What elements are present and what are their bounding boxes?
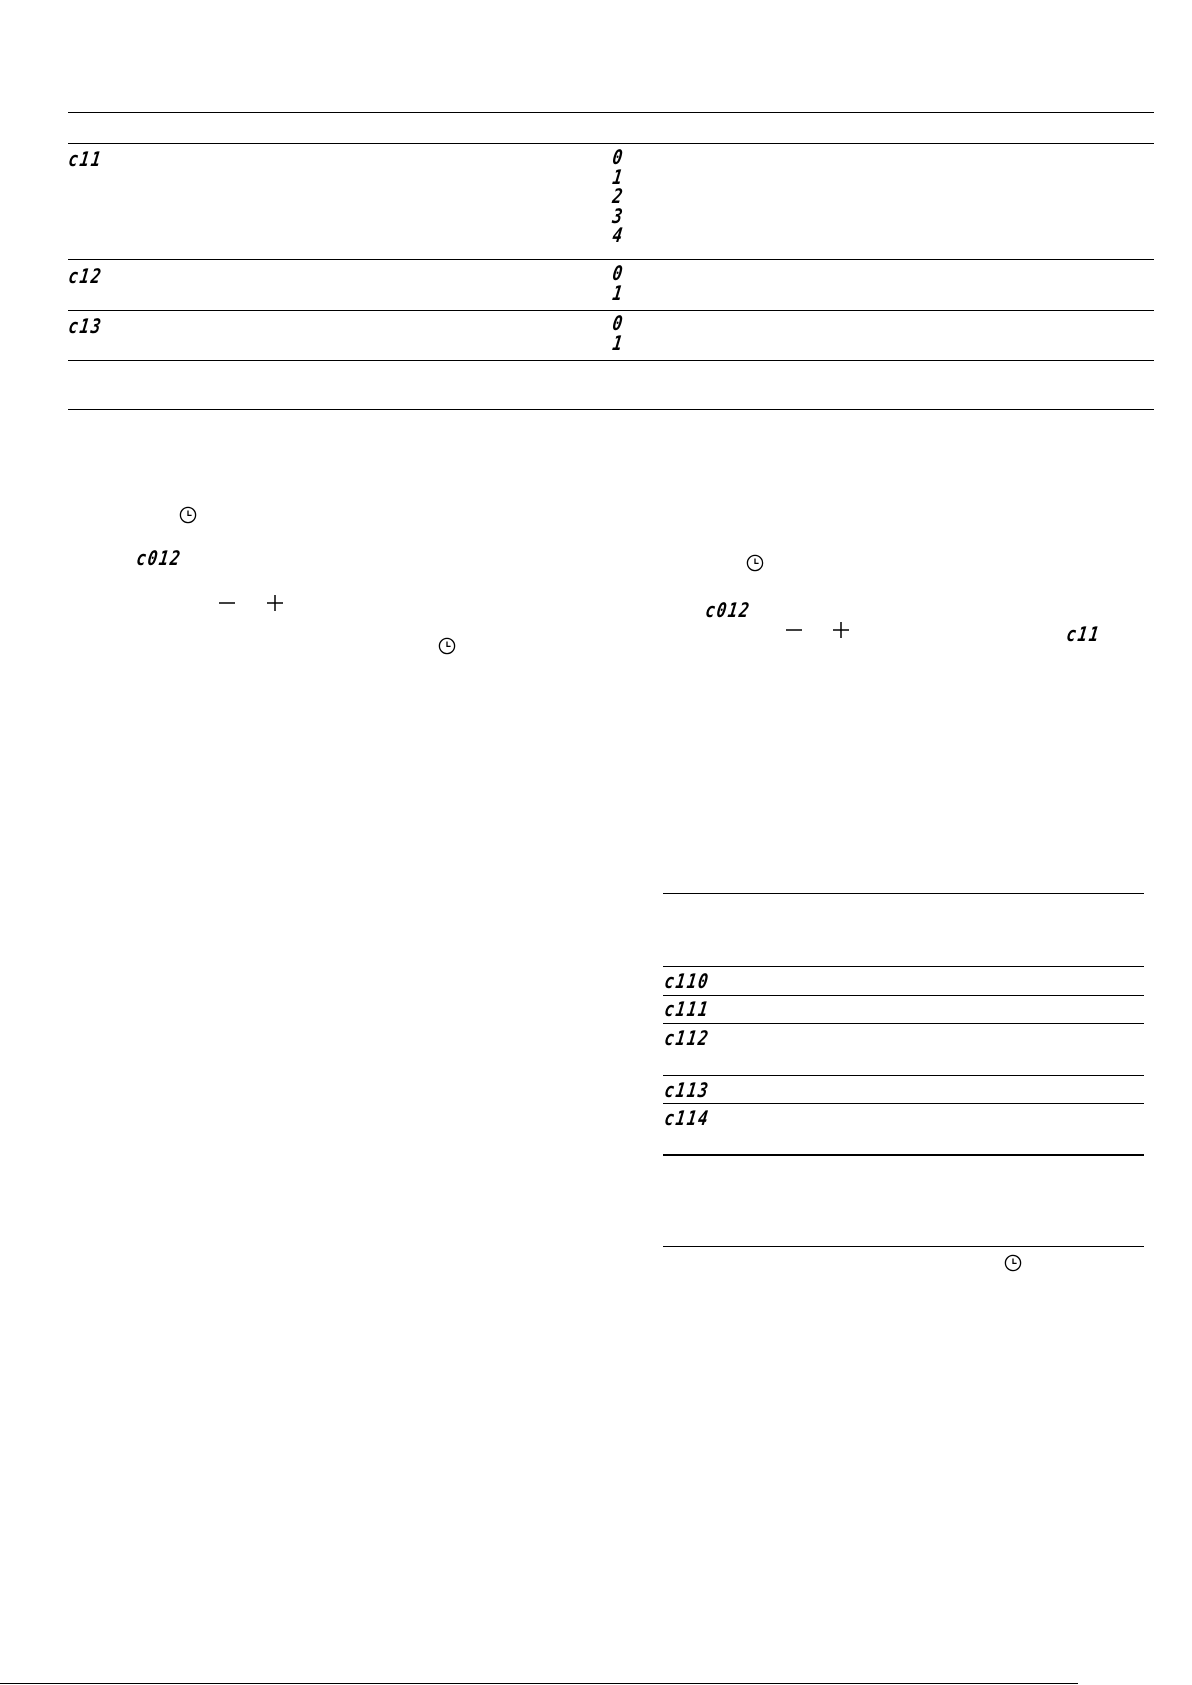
plus-icon (832, 621, 850, 639)
setting-value: 1 (611, 280, 626, 305)
setting-code: c11 (66, 147, 104, 171)
table-top-rule (68, 112, 1154, 113)
option-code: c114 (662, 1106, 712, 1130)
setting-value: 0 (611, 261, 626, 285)
option-code: c112 (662, 1026, 712, 1050)
display-code: c012 (703, 598, 753, 622)
clock-icon (746, 554, 764, 572)
setting-values (611, 145, 628, 247)
option-code: c111 (662, 997, 712, 1021)
setting-value: 3 (611, 203, 626, 228)
table-row-rule (68, 360, 1154, 361)
table-row-rule (663, 1075, 1144, 1076)
table-bottom-rule (663, 1154, 1144, 1156)
setting-value: 1 (611, 164, 626, 189)
clock-icon (1004, 1254, 1022, 1272)
setting-code: c12 (66, 264, 104, 288)
table-row-rule (663, 1103, 1144, 1104)
setting-value: 0 (611, 145, 626, 169)
table-header-rule (68, 143, 1154, 144)
table-row-rule (68, 259, 1154, 260)
table-row-rule (68, 310, 1154, 311)
clock-icon (438, 637, 456, 655)
setting-value: 4 (611, 223, 626, 247)
table-top-rule (663, 893, 1144, 894)
display-code: c012 (134, 546, 184, 570)
table-bottom-rule (68, 409, 1154, 410)
table-header-rule (663, 966, 1144, 967)
setting-value: 1 (611, 330, 626, 355)
setting-value: 0 (611, 311, 626, 335)
setting-values (611, 311, 628, 355)
setting-value: 2 (611, 184, 626, 208)
option-code: c110 (662, 969, 712, 993)
setting-values (611, 261, 628, 305)
section-rule (663, 1246, 1144, 1247)
option-code: c113 (662, 1078, 712, 1102)
table-row-rule (663, 1023, 1144, 1024)
clock-icon (179, 506, 197, 524)
minus-icon (785, 621, 803, 639)
table-row-rule (663, 995, 1144, 996)
page-footer-rule (0, 1683, 1078, 1684)
setting-code: c13 (66, 314, 104, 338)
plus-icon (266, 594, 284, 612)
display-code: c11 (1064, 622, 1102, 646)
minus-icon (218, 594, 236, 612)
